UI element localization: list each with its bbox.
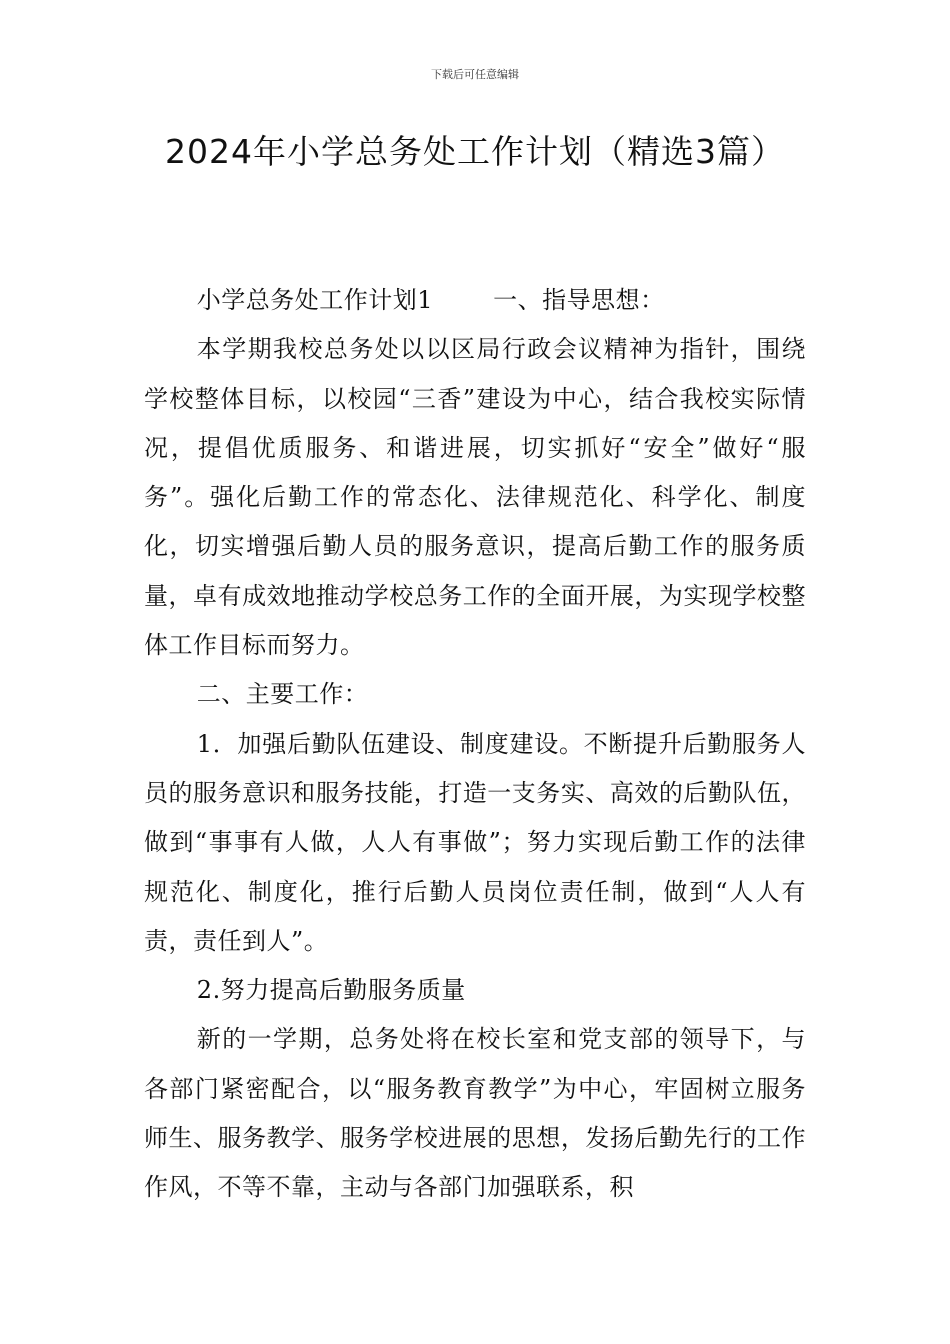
paragraph-guiding-thought: 本学期我校总务处以以区局行政会议精神为指针，围绕学校整体目标，以校园“三香”建设为中心，结合我校实际情况，提倡优质服务、和谐进展，切实抓好“安全”做好“服务”。强化后勤工作的常态化、法律规范化、科学化、制度化，切实增强后勤人员的服务意识，提高后勤工作的服务质量，卓有成效地推动学校总务工作的全面开展，为实现学校整体工作目标而努力。 [144,335,806,660]
section-heading-line [144,276,806,325]
document-title: 2024年小学总务处工作计划（精选3篇） [165,132,785,171]
header-note: 下载后可任意编辑 [431,68,519,81]
guiding-heading: 一、指导思想： [493,286,665,314]
section-heading: 小学总务处工作计划1 [196,286,434,314]
main-work-heading: 二、主要工作： [196,680,369,709]
work-item-2: 2.努力提高后勤服务质量 [196,976,466,1005]
work-item-1: 1．加强后勤队伍建设、制度建设。不断提升后勤服务人员的服务意识和服务技能，打造一支务实、高效的后勤队伍，做到“事事有人做，人人有事做”；努力实现后勤工作的法律规范化、制度化，推行后勤人员岗位责任制，做到“人人有责，责任到人”。 [144,729,806,955]
document-body [144,276,806,1213]
paragraph-service: 新的一学期，总务处将在校长室和党支部的领导下，与各部门紧密配合，以“服务教育教学”为中心，牢固树立服务师生、服务教学、服务学校进展的思想，发扬后勤先行的工作作风，不等不靠，主动与各部门加强联系，积 [144,1025,806,1202]
